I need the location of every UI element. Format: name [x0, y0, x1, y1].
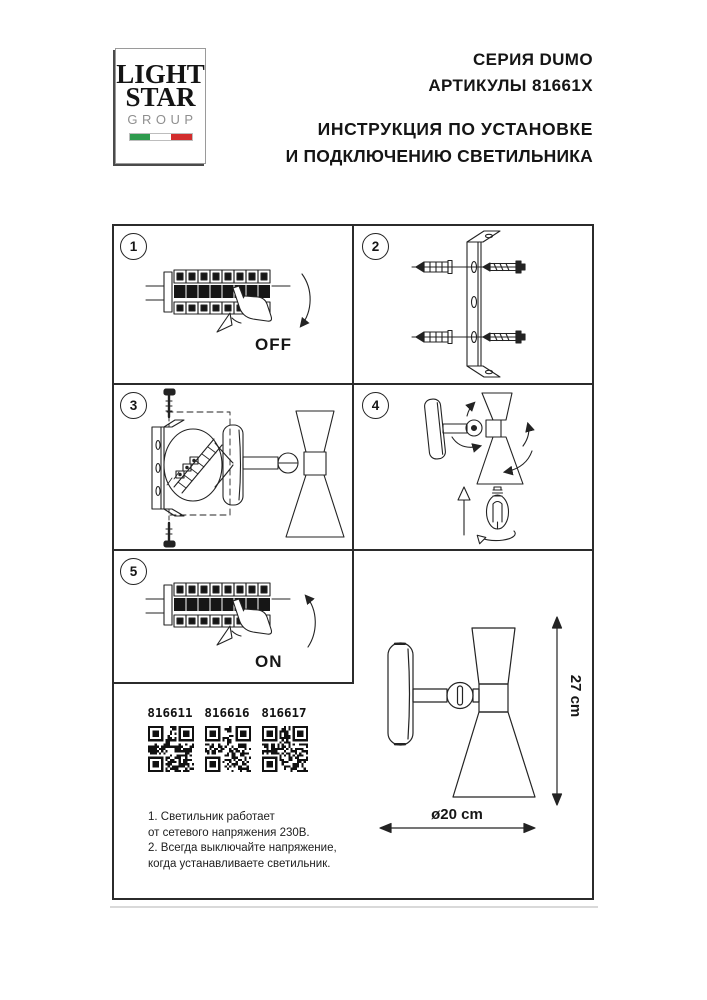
- mounting-bracket-diagram: [354, 226, 592, 382]
- wall-lamp-icon: [223, 411, 344, 537]
- bulb-icon: [487, 487, 509, 529]
- note-line: 1. Светильник работает: [148, 811, 275, 823]
- instruction-title-line1: ИНСТРУКЦИЯ ПО УСТАНОВКЕ: [317, 119, 593, 139]
- wall-lamp-icon: [388, 628, 535, 797]
- note-line: 2. Всегда выключайте напряжение,: [148, 842, 337, 854]
- shade-upper-cone: [482, 393, 512, 420]
- flag-red-stripe: [171, 134, 192, 140]
- step-3-badge: 3: [120, 392, 147, 419]
- wall-lamp-icon: [424, 393, 523, 484]
- rotate-arrow-icon: [452, 437, 480, 447]
- rotate-arrow-icon: [467, 403, 474, 416]
- instruction-title-line2: И ПОДКЛЮЧЕНИЮ СВЕТИЛЬНИКА: [285, 146, 593, 166]
- arrow-down-icon: [301, 274, 310, 326]
- step-5-badge: 5: [120, 558, 147, 585]
- screw-in-arrow-icon: [478, 531, 515, 541]
- off-label: OFF: [255, 335, 292, 354]
- flag-white-stripe: [150, 134, 171, 140]
- note-line: когда устанавливаете светильник.: [148, 857, 331, 870]
- diameter-dimension: [380, 806, 535, 833]
- wall-bracket-icon: [467, 231, 500, 377]
- wiring-connection-diagram: [112, 383, 352, 549]
- grid-divider-row3-left: [112, 682, 354, 684]
- step-2-badge: 2: [362, 233, 389, 260]
- step-1-badge: 1: [120, 233, 147, 260]
- series-title: СЕРИЯ DUMO: [472, 50, 593, 69]
- height-dimension: [553, 617, 585, 805]
- qr-code-816611: [148, 726, 194, 772]
- logo-word-group: GROUP: [127, 112, 198, 127]
- breaker-on-diagram: [112, 551, 352, 681]
- qr-code-816616: [205, 726, 251, 772]
- page-shadow-line: [110, 906, 598, 908]
- shade-lower-cone: [453, 712, 535, 797]
- step-4-badge: 4: [362, 392, 389, 419]
- swivel-arrow-icon: [523, 424, 529, 446]
- qr-code-816617: [262, 726, 308, 772]
- shade-lower-cone: [477, 437, 523, 484]
- shade-upper-cone: [472, 628, 515, 684]
- note-line: от сетевого напряжения 230В.: [148, 826, 310, 839]
- product-code-3: 816617: [261, 705, 307, 720]
- grid-border-bottom: [112, 898, 594, 900]
- articles-title: АРТИКУЛЫ 81661X: [428, 76, 593, 95]
- logo-word-light: LIGHT: [116, 59, 205, 89]
- adjust-and-bulb-diagram: [354, 383, 592, 549]
- insert-arrow-icon: [458, 487, 470, 535]
- shade-lower-cone: [286, 475, 344, 537]
- italian-flag-icon: [129, 133, 193, 141]
- breaker-off-diagram: [112, 226, 352, 382]
- lamp-dimensions-diagram: [365, 605, 605, 855]
- lightstar-logo: [115, 48, 206, 164]
- safety-notes: [148, 810, 358, 872]
- product-code-2: 816616: [204, 705, 250, 720]
- arrow-up-icon: [306, 596, 315, 647]
- flag-green-stripe: [130, 134, 151, 140]
- product-code-1: 816611: [147, 705, 193, 720]
- swivel-arrow-icon: [505, 451, 532, 472]
- on-label: ON: [255, 652, 283, 671]
- shade-upper-cone: [296, 411, 334, 452]
- logo-word-star: STAR: [125, 82, 196, 112]
- height-label: 27 cm: [567, 674, 584, 718]
- diameter-label: ø20 cm: [431, 806, 483, 823]
